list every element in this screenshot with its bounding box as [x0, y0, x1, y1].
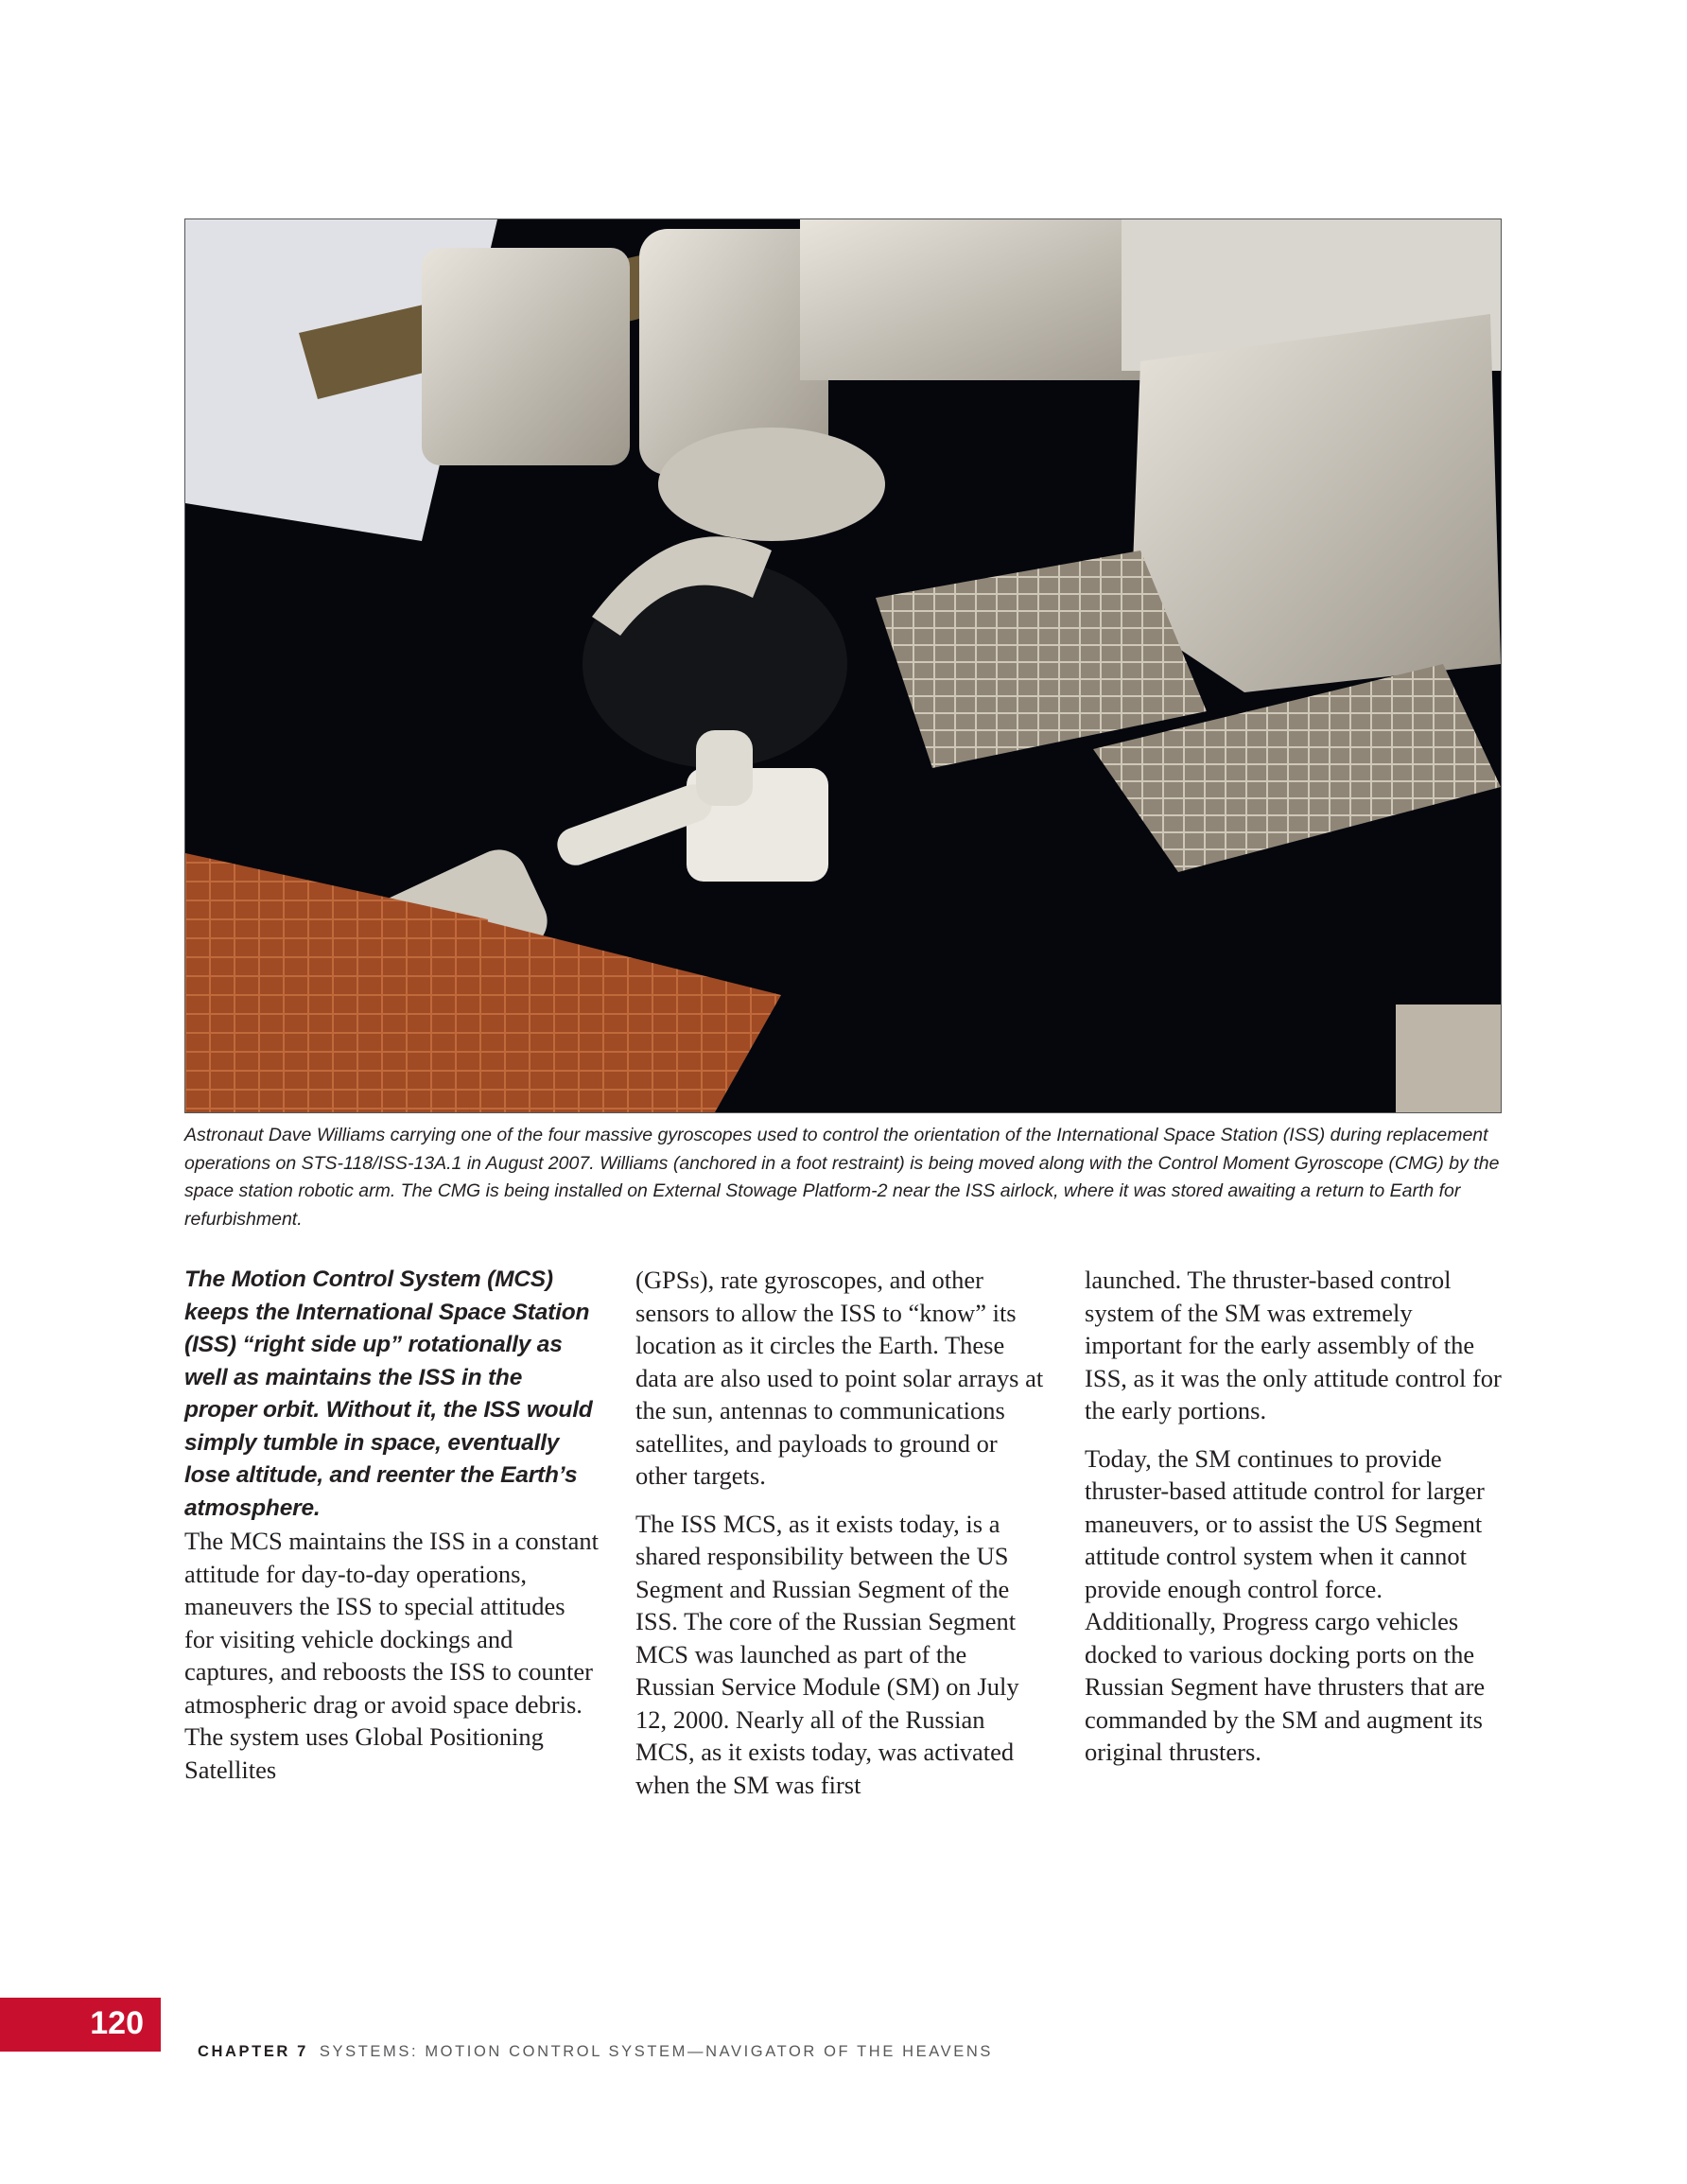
photo-illustration [185, 219, 1501, 1112]
body-paragraph: Today, the SM continues to provide thruster-based attitude control for larger maneuvers, or to assist the US Segment attitude control system when it cannot provide enough control force. Additionally, Progress cargo vehicles docked to various docking ports on the Russian Segment have thrusters that are commanded by the SM and augment its original thrusters. [1085, 1443, 1486, 1766]
body-paragraph: (GPSs), rate gyroscopes, and other sensors to allow the ISS to “know” its location as it circles the Earth. These data are also used to point solar arrays at the sun, antennas to communications satellites, and payloads to ground or other targets. [635, 1266, 1044, 1490]
text-column-1 [184, 1264, 600, 1786]
body-paragraph: The MCS maintains the ISS in a constant attitude for day-to-day operations, maneuvers the ISS to special attitudes for visiting vehicle dockings and captures, and reboosts the ISS to counter atmospheric drag or avoid space debris. The system uses Global Positioning Satellites [184, 1527, 599, 1784]
lead-paragraph: The Motion Control System (MCS) keeps the International Space Station (ISS) “right side up” rotationally as well as maintains the ISS in the proper orbit. Without it, the ISS would simply tumble in space, eventually lose altitude, and reenter the Earth’s atmosphere. [184, 1267, 593, 1521]
iss-spacewalk-photo [184, 218, 1502, 1113]
page-number: 120 [90, 2005, 144, 2041]
body-paragraph: launched. The thruster-based control system of the SM was extremely important for the early assembly of the ISS, as it was the only attitude control for the early portions. [1085, 1266, 1502, 1424]
body-paragraph: The ISS MCS, as it exists today, is a shared responsibility between the US Segment and Russian Segment of the ISS. The core of the Russian Segment MCS was launched as part of the Russian Service Module (SM) on July 12, 2000. Nearly all of the Russian MCS, as it exists today, was activated when the SM was first [635, 1509, 1019, 1799]
text-column-3 [1085, 1264, 1505, 1784]
page-number-box [0, 1998, 161, 2052]
running-footer [198, 2043, 993, 2061]
photo-caption: Astronaut Dave Williams carrying one of the four massive gyroscopes used to control the orientation of the International Space Station (ISS) during replacement operations on STS-118/ISS-13A.1 in August 2007. Williams (anchored in a foot restraint) is being moved along with the Control Moment Gyroscope (CMG) by the space station robotic arm. The CMG is being installed on External Stowage Platform-2 near the ISS airlock, where it was stored awaiting a return to Earth for refurbishment. [184, 1125, 1500, 1230]
chapter-label: CHAPTER 7 [198, 2043, 308, 2060]
chapter-title: SYSTEMS: MOTION CONTROL SYSTEM—NAVIGATOR OF THE HEAVENS [319, 2043, 993, 2060]
text-column-2 [635, 1264, 1044, 1816]
